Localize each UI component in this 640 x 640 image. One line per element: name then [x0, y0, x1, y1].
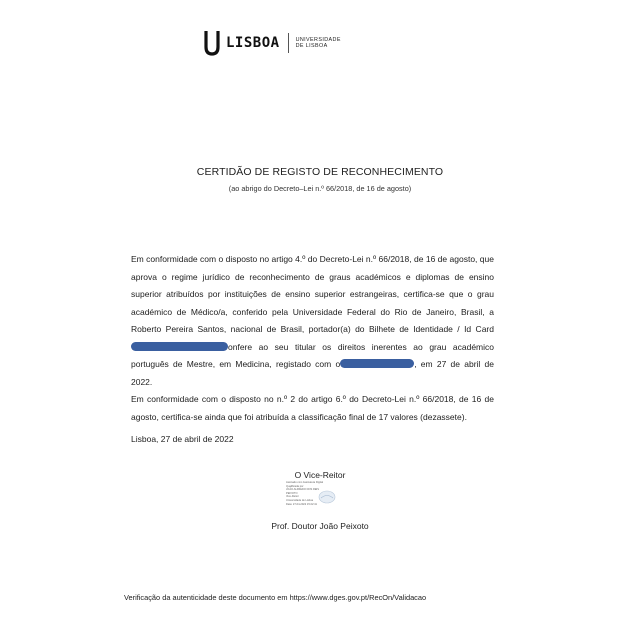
signer-name: Prof. Doutor João Peixoto	[271, 521, 369, 531]
paragraph-classification: Em conformidade com o disposto no n.º 2 do artigo 6.º do Decreto-Lei n.º 66/2018, de 16 de agosto, certifica-se ainda que foi atribuída a classificação final de 17 valores (dezassete).	[131, 394, 494, 422]
date-line: Lisboa, 27 de abril de 2022	[131, 434, 234, 444]
digital-signature-block	[286, 481, 354, 515]
paragraph1-part3: , em 27 de abril de 2022.	[131, 359, 494, 387]
logo-divider	[288, 33, 289, 53]
logo-wordmark: LISBOA	[226, 35, 280, 51]
signature-line: Universidade de Lisboa	[286, 498, 314, 502]
verification-footer: Verificação da autenticidade deste documento em https://www.dges.gov.pt/RecOn/Validacao	[124, 593, 427, 602]
logo-university-line2: DE LISBOA	[295, 43, 328, 49]
logo-university-name	[296, 37, 341, 50]
paragraph1-part2: onfere ao seu titular os direitos inerentes ao grau académico português de Mestre, em Medicina, registado com o	[131, 341, 494, 369]
ulisboa-u-icon	[203, 30, 221, 56]
redaction-id-number	[131, 342, 228, 351]
signature-line: PEIXOTO	[286, 491, 298, 495]
document-body	[131, 251, 494, 426]
signature-line: Vice-Reitor	[286, 495, 299, 499]
logo-university-line1: UNIVERSIDADE	[295, 36, 341, 43]
signature-line: Data: 27-04-2022 15:22:41	[286, 502, 318, 506]
signer-title: O Vice-Reitor	[294, 470, 346, 480]
paragraph1-part1: Em conformidade com o disposto no artigo 4.º do Decreto-Lei n.º 66/2018, de 16 de agosto, que aprova o regime jurídico de reconhecimento de graus académicos e diplomas de ensino superior atribuídos por instituições de ensino superior estrangeiras, certifica-se que o grau académico de Médico/a, conferido pela Universidade Federal do Rio de Janeiro, Brasil, a Roberto Pereira Santos, nacional de Brasil, portador(a) do Bilhete de Identidade / Id Card	[131, 254, 494, 334]
document-subtitle: (ao abrigo do Decreto–Lei n.º 66/2018, de 16 de agosto)	[228, 184, 412, 193]
signature-line: Qualificada por	[286, 484, 304, 488]
signature-seal-icon	[318, 490, 336, 504]
paragraph-recognition	[131, 251, 494, 391]
signature-line: JOÃO ALFREDO DOS REIS	[286, 488, 320, 492]
document-title: CERTIDÃO DE REGISTO DE RECONHECIMENTO	[196, 166, 444, 178]
university-logo	[203, 29, 341, 57]
signature-line: Assinado com Assinatura Digital	[286, 481, 324, 484]
redaction-registration-number	[340, 359, 414, 368]
